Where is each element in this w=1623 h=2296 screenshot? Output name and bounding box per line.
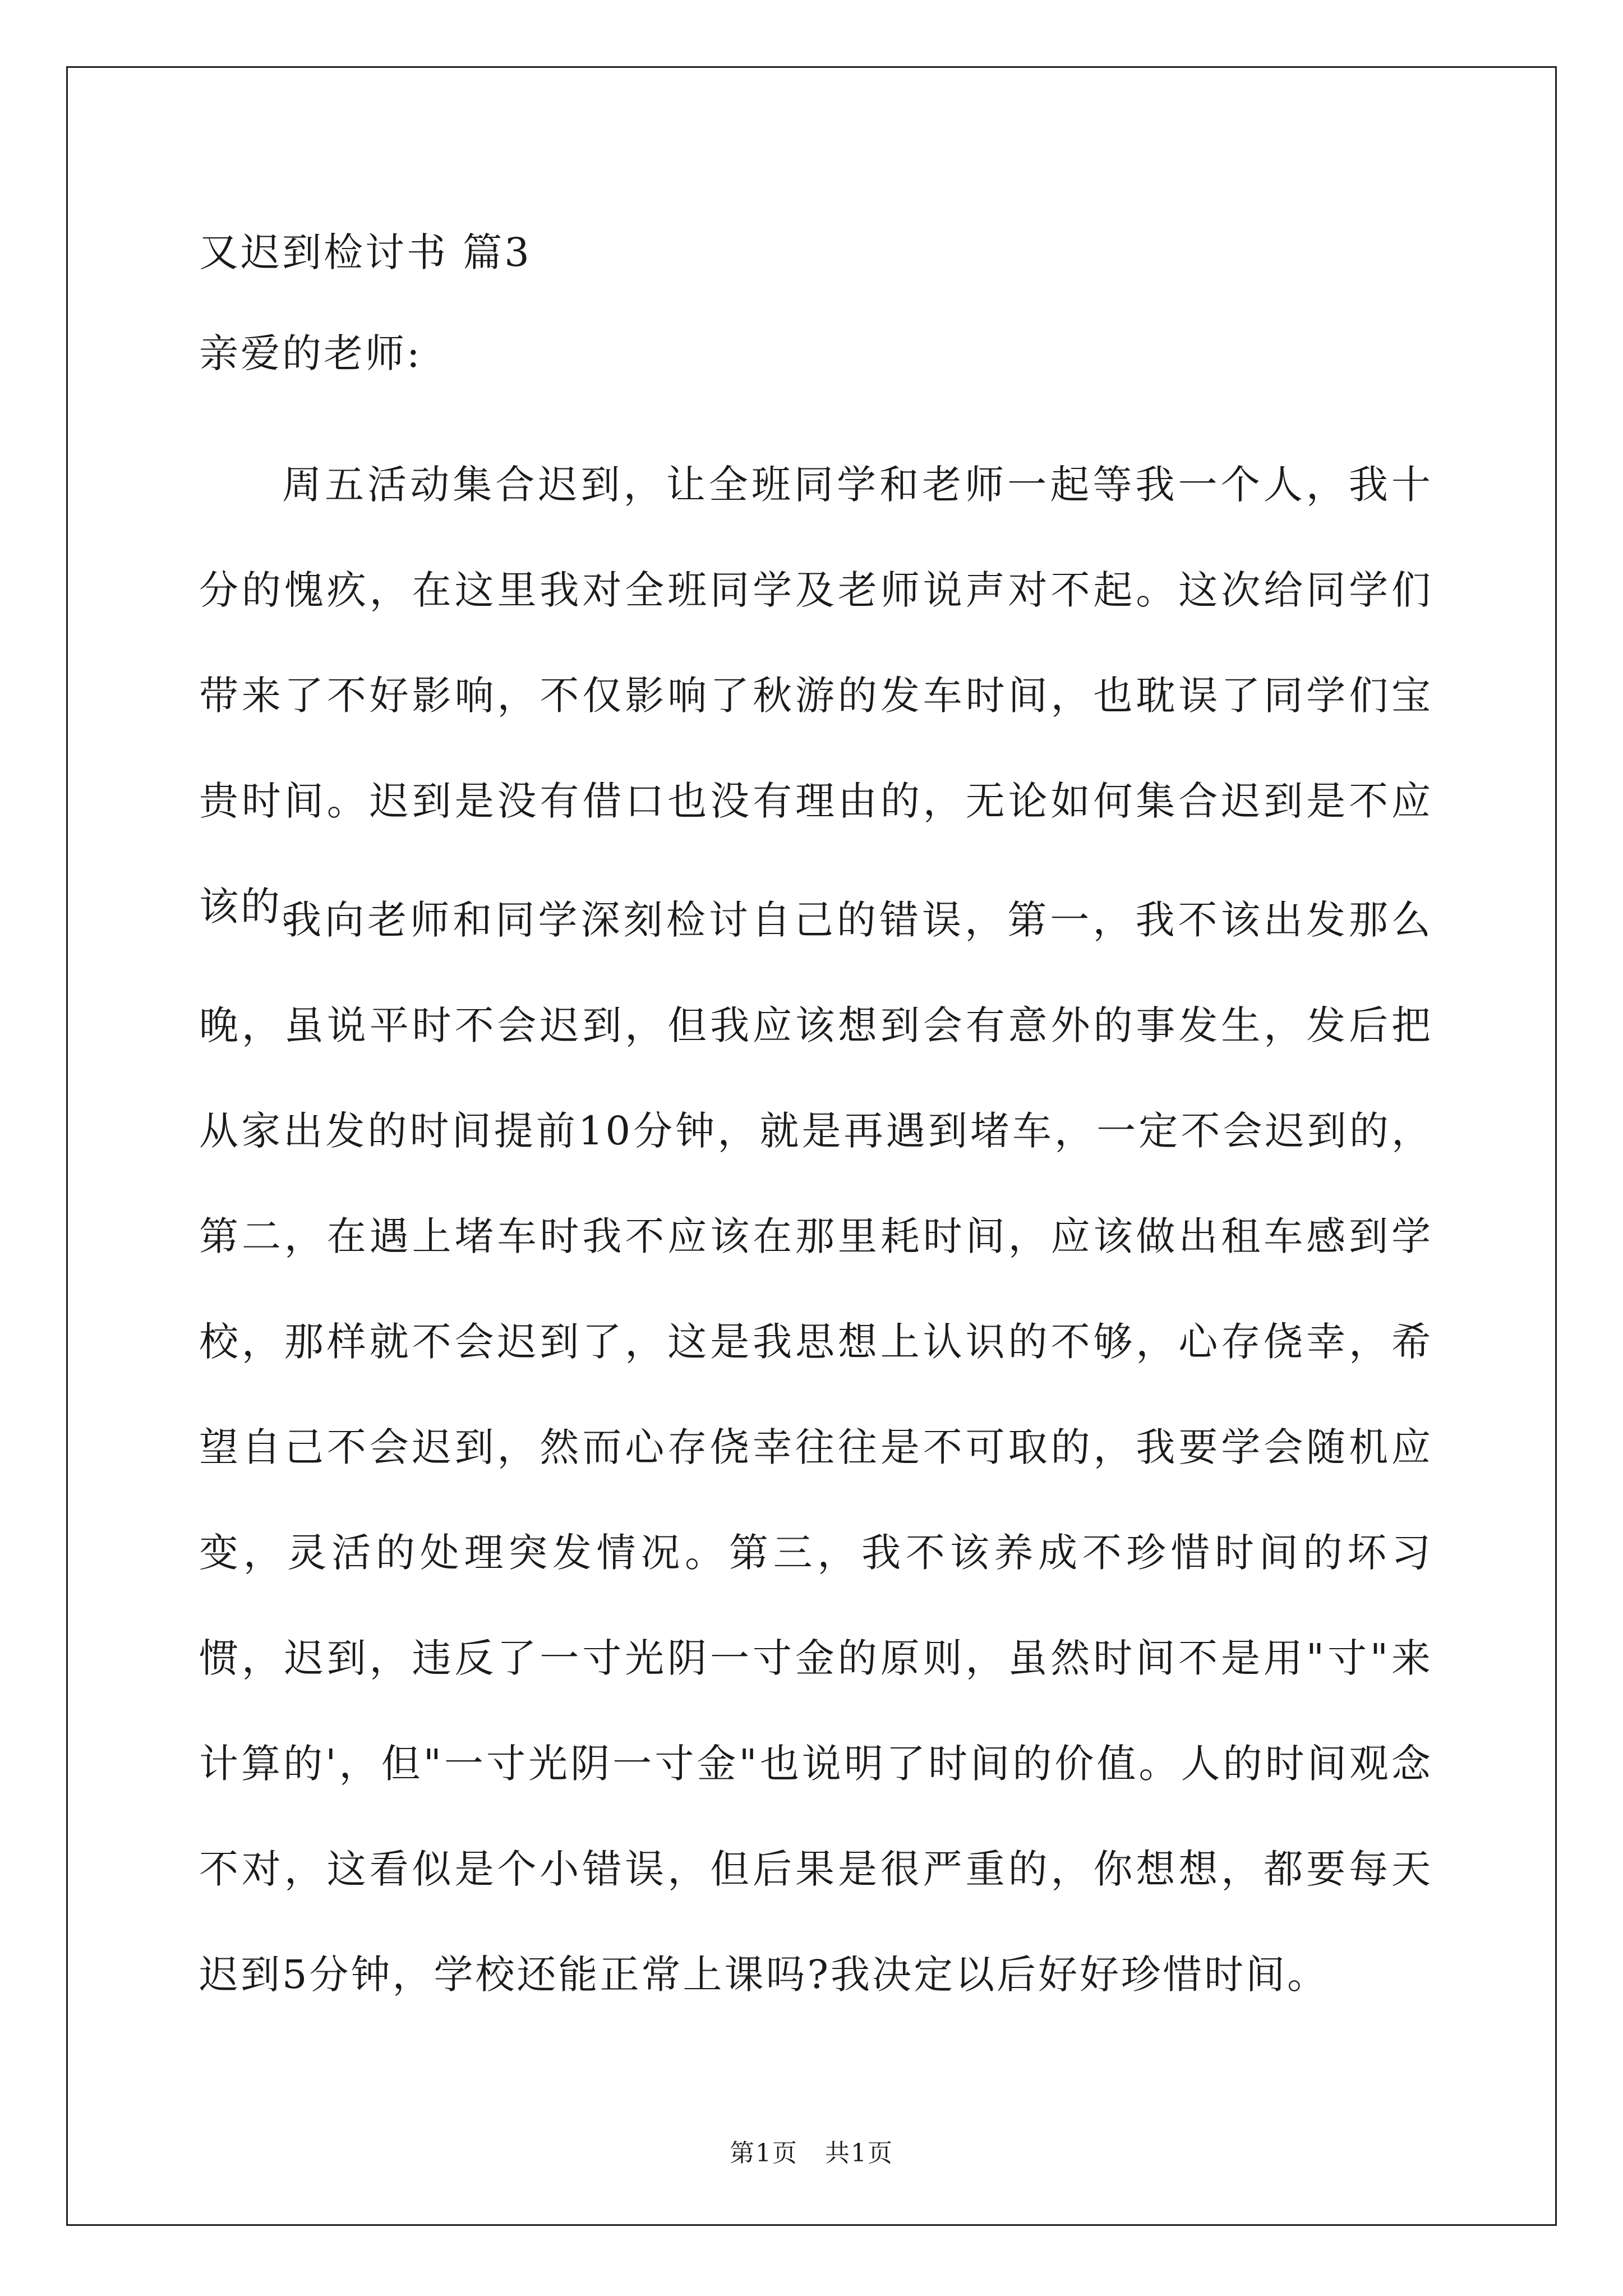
- document-title: 又迟到检讨书 篇3: [199, 229, 532, 275]
- salutation: 亲爱的老师:: [199, 330, 422, 376]
- page-number: 第1页 共1页: [730, 2139, 893, 2168]
- paragraph: 我向老师和同学深刻检讨自己的错误，第一，我不该出发那么晚，虽说平时不会迟到，但我应该想到会有意外的事发生，发后把从家出发的时间提前10分钟，就是再遇到堵车，一定不会迟到的，第二，在遇上堵车时我不应该在那里耗时间，应该做出租车感到学校，那样就不会迟到了，这是我思想上认识的不够，心存侥幸，希望自己不会迟到，然而心存侥幸往往是不可取的，我要学会随机应变，灵活的处理突发情况。第三，我不该养成不珍惜时间的坏习惯，迟到，违反了一寸光阴一寸金的原则，虽然时间不是用"寸"来计算的'，但"一寸光阴一寸金"也说明了时间的价值。人的时间观念不对，这看似是个小错误，但后果是很严重的，你想想，都要每天迟到5分钟，学校还能正常上课吗?我决定以后好好珍惜时间。: [199, 897, 1433, 1998]
- paragraph: 周五活动集合迟到，让全班同学和老师一起等我一个人，我十分的愧疚，在这里我对全班同学及老师说声对不起。这次给同学们带来了不好影响，不仅影响了秋游的发车时间，也耽误了同学们宝贵时间。迟到是没有借口也没有理由的，无论如何集合迟到是不应该的。: [199, 462, 1433, 930]
